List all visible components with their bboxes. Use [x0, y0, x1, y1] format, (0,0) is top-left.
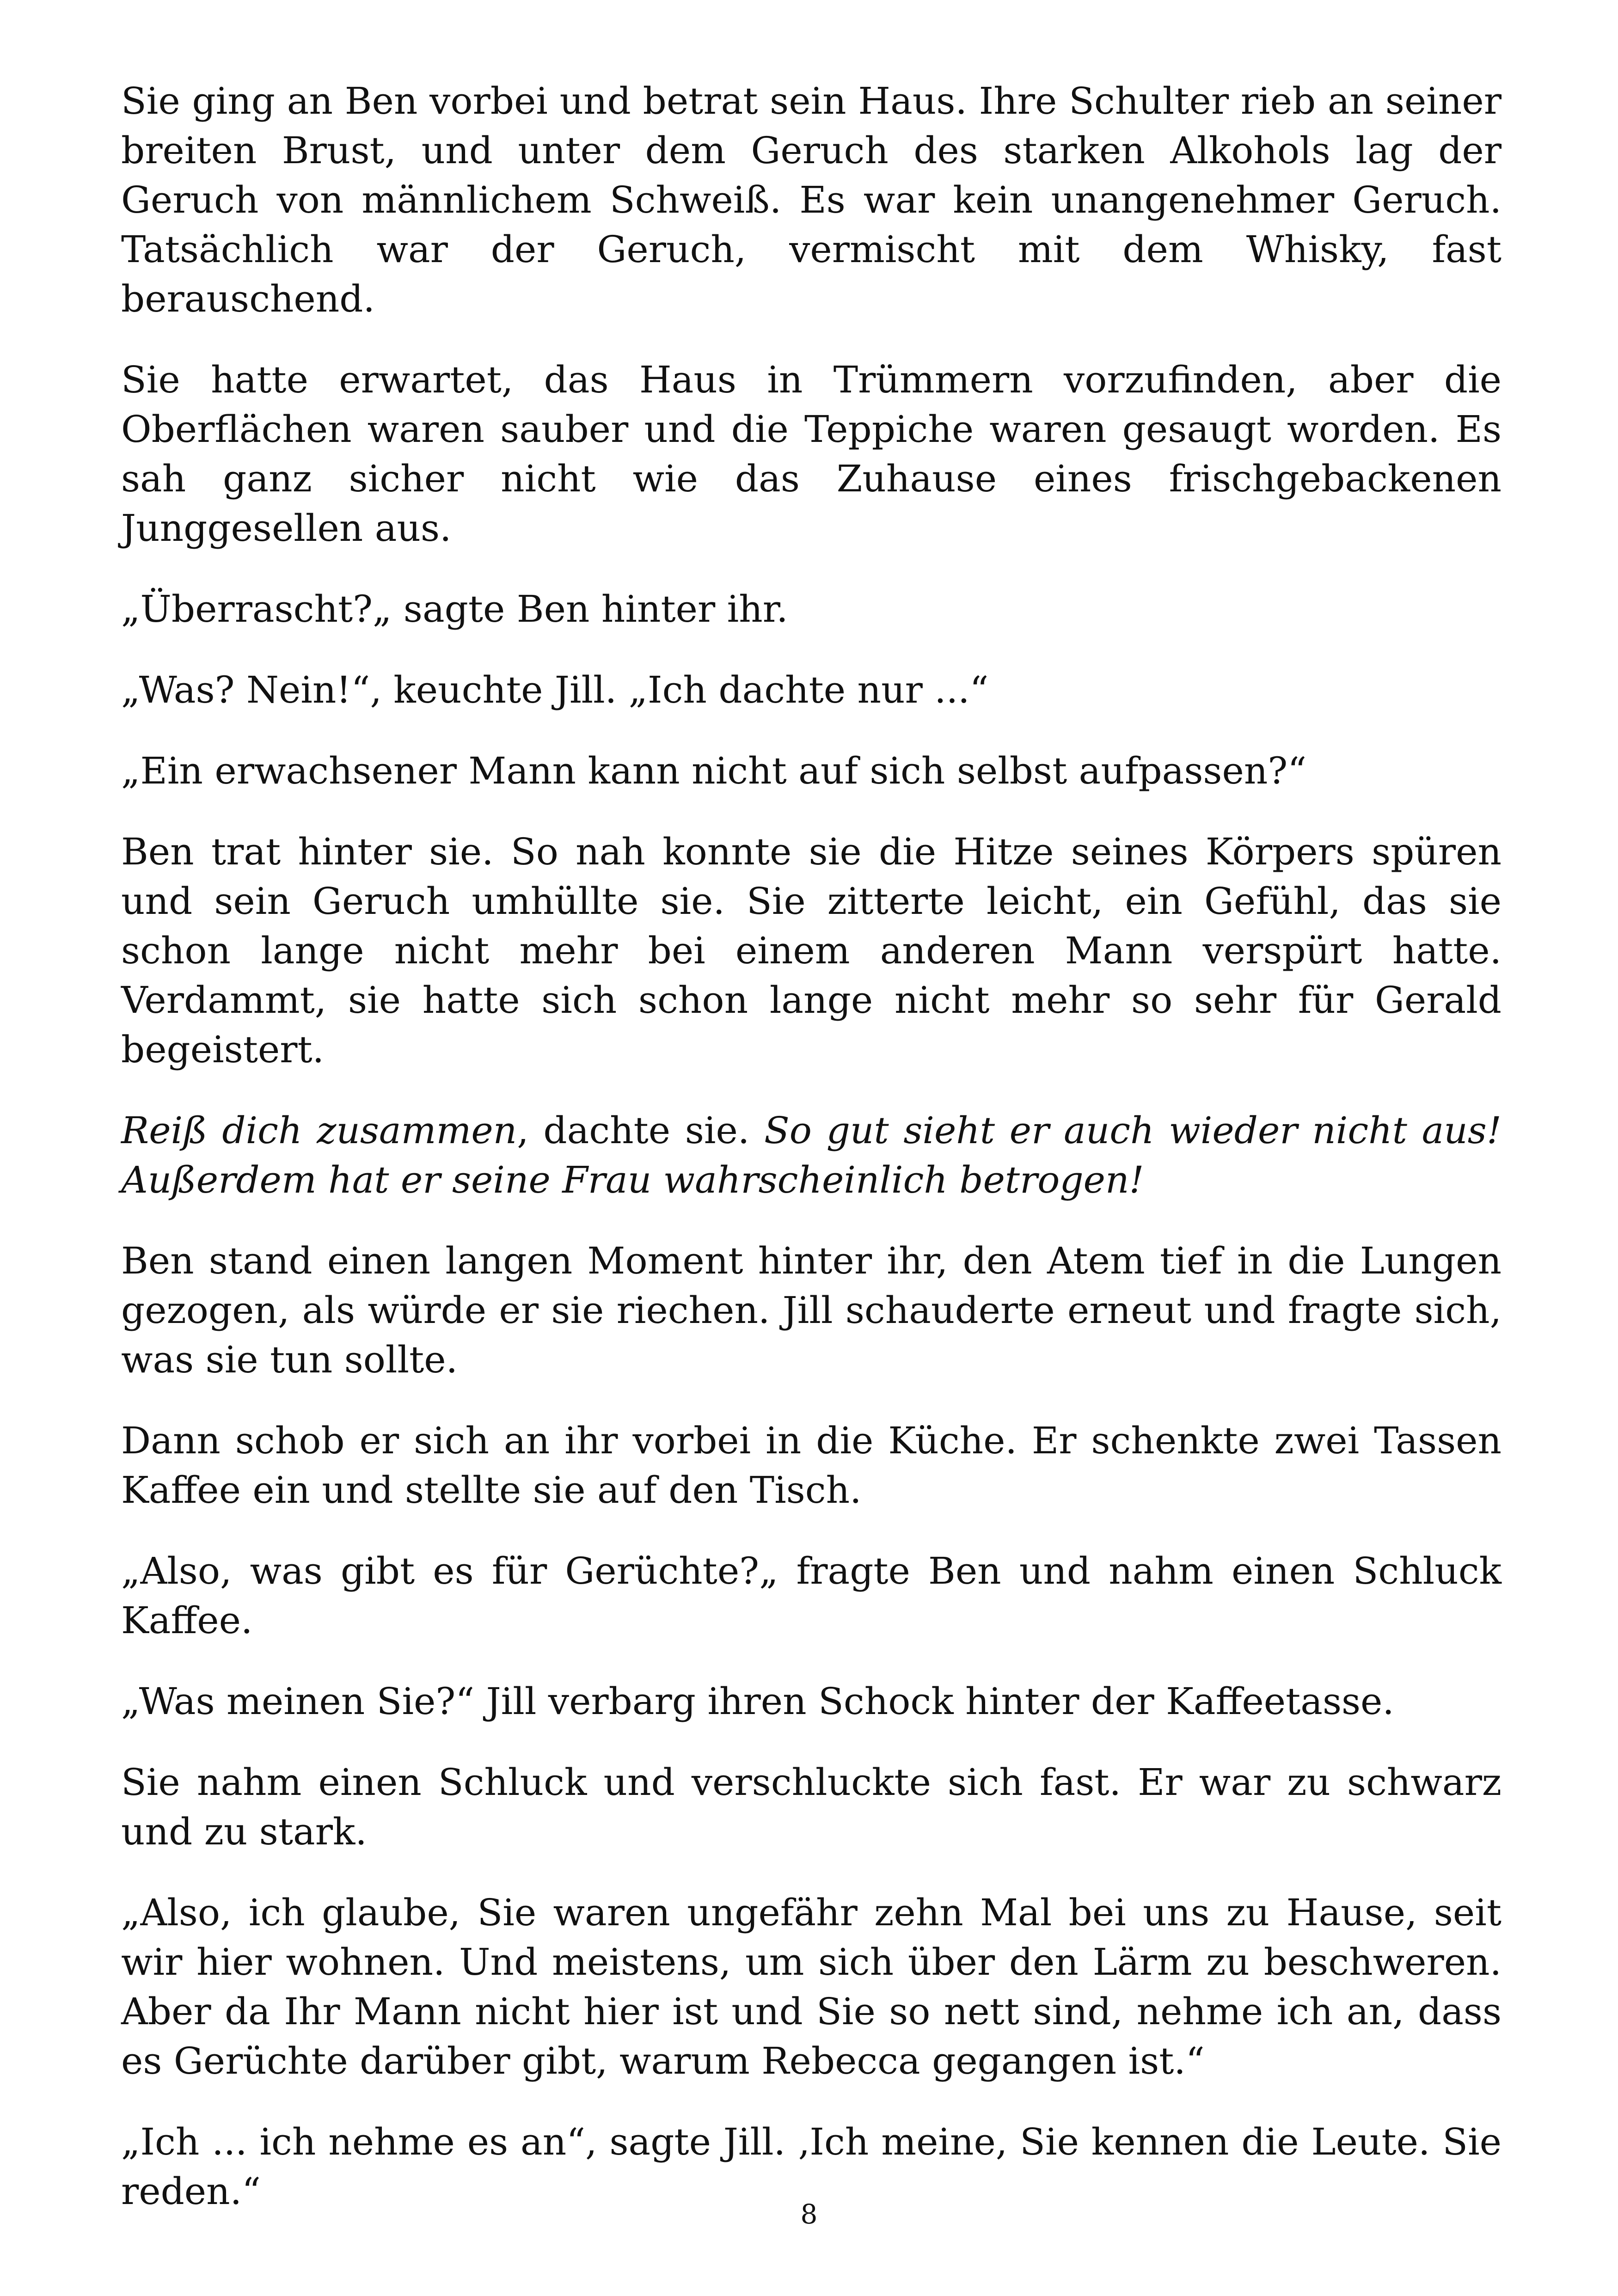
- paragraph-13: „Also, ich glaube, Sie waren ungefähr zehn Mal bei uns zu Hause, seit wir hier wohnen. Und meistens, um sich über den Lärm zu beschweren. Aber da Ihr Mann nicht hier ist und Sie so nett sind, nehme ich an, dass es Gerüchte darüber gibt, warum Rebecca gegangen ist.“: [121, 1891, 1502, 2082]
- paragraph-2: Sie hatte erwartet, das Haus in Trümmern vorzufinden, aber die Oberflächen waren sauber und die Teppiche waren gesaugt worden. Es sah ganz sicher nicht wie das Zuhause eines frischgebackenen Junggesellen aus.: [121, 358, 1502, 550]
- italic-thought-2: So gut sieht er auch wieder nicht aus! Außerdem hat er seine Frau wahrscheinlich betrogen!: [121, 1109, 1502, 1201]
- paragraph-6: Ben trat hinter sie. So nah konnte sie die Hitze seines Körpers spüren und sein Geruch umhüllte sie. Sie zitterte leicht, ein Gefühl, das sie schon lange nicht mehr bei einem anderen Mann verspürt hatte. Verdammt, sie hatte sich schon lange nicht mehr so sehr für Gerald begeistert.: [121, 830, 1502, 1071]
- paragraph-10: „Also, was gibt es für Gerüchte?„ fragte Ben und nahm einen Schluck Kaffee.: [121, 1549, 1502, 1642]
- paragraph-9: Dann schob er sich an ihr vorbei in die Küche. Er schenkte zwei Tassen Kaffee ein und stellte sie auf den Tisch.: [121, 1419, 1502, 1512]
- page-number: 8: [800, 2198, 818, 2230]
- body-text: [121, 76, 1502, 2247]
- paragraph-5: „Ein erwachsener Mann kann nicht auf sich selbst aufpassen?“: [121, 749, 1307, 792]
- italic-thought-1: Reiß dich zusammen: [121, 1109, 517, 1152]
- paragraph-3: „Überrascht?„ sagte Ben hinter ihr.: [121, 588, 788, 631]
- paragraph-8: Ben stand einen langen Moment hinter ihr, den Atem tief in die Lungen gezogen, als würde er sie riechen. Jill schauderte erneut und fragte sich, was sie tun sollte.: [121, 1239, 1502, 1381]
- paragraph-11: „Was meinen Sie?“ Jill verbarg ihren Schock hinter der Kaffeetasse.: [121, 1680, 1394, 1723]
- paragraph-7: [121, 1106, 1502, 1205]
- paragraph-4: „Was? Nein!“, keuchte Jill. „Ich dachte nur ...“: [121, 668, 989, 711]
- paragraph-1: Sie ging an Ben vorbei und betrat sein Haus. Ihre Schulter rieb an seiner breiten Brust, und unter dem Geruch des starken Alkohols lag der Geruch von männlichem Schweiß. Es war kein unangenehmer Geruch. Tatsächlich war der Geruch, vermischt mit dem Whisky, fast berauschend.: [121, 80, 1502, 320]
- narration-text: , dachte sie.: [517, 1109, 764, 1152]
- paragraph-14: „Ich ... ich nehme es an“, sagte Jill. ‚Ich meine, Sie kennen die Leute. Sie reden.“: [121, 2120, 1502, 2213]
- paragraph-12: Sie nahm einen Schluck und verschluckte sich fast. Er war zu schwarz und zu stark.: [121, 1761, 1502, 1853]
